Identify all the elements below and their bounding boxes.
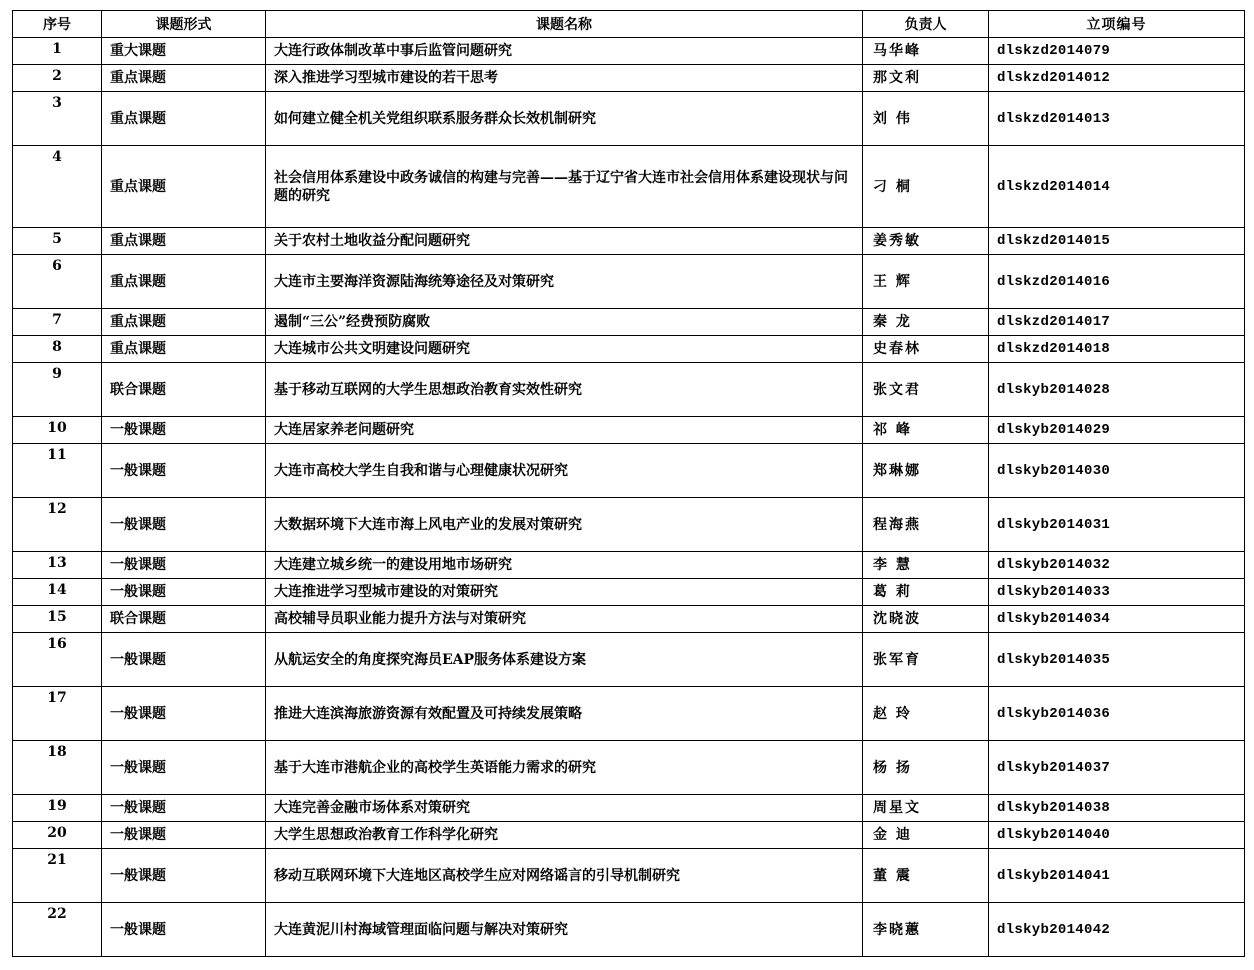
cell-id: dlskyb2014041 <box>989 849 1245 903</box>
cell-seq: 2 <box>13 65 102 92</box>
cell-name: 大数据环境下大连市海上风电产业的发展对策研究 <box>266 498 863 552</box>
table-row <box>13 65 1245 92</box>
cell-form: 一般课题 <box>102 417 266 444</box>
cell-id: dlskyb2014036 <box>989 687 1245 741</box>
table-row <box>13 417 1245 444</box>
cell-name: 基于移动互联网的大学生思想政治教育实效性研究 <box>266 363 863 417</box>
cell-name: 大连黄泥川村海域管理面临问题与解决对策研究 <box>266 903 863 957</box>
cell-form: 重点课题 <box>102 228 266 255</box>
cell-person: 张文君 <box>863 363 989 417</box>
cell-id: dlskyb2014037 <box>989 741 1245 795</box>
cell-form: 重点课题 <box>102 146 266 228</box>
cell-person: 杨 扬 <box>863 741 989 795</box>
cell-person: 刁 桐 <box>863 146 989 228</box>
cell-person: 葛 莉 <box>863 579 989 606</box>
cell-id: dlskzd2014012 <box>989 65 1245 92</box>
cell-id: dlskyb2014033 <box>989 579 1245 606</box>
cell-seq: 6 <box>13 255 102 309</box>
cell-form: 一般课题 <box>102 579 266 606</box>
cell-id: dlskzd2014017 <box>989 309 1245 336</box>
table-row <box>13 849 1245 903</box>
cell-name: 大连建立城乡统一的建设用地市场研究 <box>266 552 863 579</box>
cell-form: 一般课题 <box>102 741 266 795</box>
cell-person: 金 迪 <box>863 822 989 849</box>
cell-form: 一般课题 <box>102 552 266 579</box>
table-row <box>13 795 1245 822</box>
cell-form: 重点课题 <box>102 65 266 92</box>
cell-form: 一般课题 <box>102 444 266 498</box>
cell-id: dlskyb2014029 <box>989 417 1245 444</box>
cell-seq: 22 <box>13 903 102 957</box>
cell-form: 一般课题 <box>102 498 266 552</box>
cell-seq: 7 <box>13 309 102 336</box>
cell-name: 高校辅导员职业能力提升方法与对策研究 <box>266 606 863 633</box>
cell-person: 史春林 <box>863 336 989 363</box>
cell-id: dlskyb2014028 <box>989 363 1245 417</box>
cell-form: 重点课题 <box>102 92 266 146</box>
cell-seq: 17 <box>13 687 102 741</box>
table-row <box>13 363 1245 417</box>
cell-person: 祁 峰 <box>863 417 989 444</box>
cell-id: dlskyb2014042 <box>989 903 1245 957</box>
cell-id: dlskyb2014030 <box>989 444 1245 498</box>
cell-form: 一般课题 <box>102 687 266 741</box>
table-row <box>13 741 1245 795</box>
project-table <box>12 10 1245 957</box>
cell-seq: 12 <box>13 498 102 552</box>
table-row <box>13 38 1245 65</box>
header-name: 课题名称 <box>266 11 863 38</box>
cell-seq: 15 <box>13 606 102 633</box>
table-row <box>13 822 1245 849</box>
cell-id: dlskzd2014079 <box>989 38 1245 65</box>
cell-name: 如何建立健全机关党组织联系服务群众长效机制研究 <box>266 92 863 146</box>
cell-seq: 13 <box>13 552 102 579</box>
table-row <box>13 903 1245 957</box>
table-row <box>13 498 1245 552</box>
table-row <box>13 444 1245 498</box>
cell-seq: 16 <box>13 633 102 687</box>
cell-person: 周星文 <box>863 795 989 822</box>
cell-form: 联合课题 <box>102 606 266 633</box>
cell-form: 一般课题 <box>102 822 266 849</box>
table-body <box>13 38 1245 957</box>
cell-seq: 10 <box>13 417 102 444</box>
cell-id: dlskyb2014032 <box>989 552 1245 579</box>
cell-person: 程海燕 <box>863 498 989 552</box>
cell-seq: 1 <box>13 38 102 65</box>
cell-name: 基于大连市港航企业的高校学生英语能力需求的研究 <box>266 741 863 795</box>
cell-form: 重大课题 <box>102 38 266 65</box>
cell-person: 马华峰 <box>863 38 989 65</box>
cell-id: dlskzd2014018 <box>989 336 1245 363</box>
cell-form: 一般课题 <box>102 903 266 957</box>
cell-name: 社会信用体系建设中政务诚信的构建与完善——基于辽宁省大连市社会信用体系建设现状与问题的研究 <box>266 146 863 228</box>
table-row <box>13 228 1245 255</box>
cell-person: 董 震 <box>863 849 989 903</box>
cell-seq: 14 <box>13 579 102 606</box>
cell-form: 一般课题 <box>102 795 266 822</box>
cell-form: 重点课题 <box>102 309 266 336</box>
cell-person: 张军育 <box>863 633 989 687</box>
cell-id: dlskyb2014040 <box>989 822 1245 849</box>
cell-id: dlskyb2014035 <box>989 633 1245 687</box>
table-row <box>13 579 1245 606</box>
cell-seq: 20 <box>13 822 102 849</box>
cell-form: 重点课题 <box>102 255 266 309</box>
cell-name: 大连居家养老问题研究 <box>266 417 863 444</box>
cell-form: 重点课题 <box>102 336 266 363</box>
cell-seq: 9 <box>13 363 102 417</box>
cell-person: 王 辉 <box>863 255 989 309</box>
cell-person: 李 慧 <box>863 552 989 579</box>
cell-name: 关于农村土地收益分配问题研究 <box>266 228 863 255</box>
table-row <box>13 309 1245 336</box>
cell-person: 姜秀敏 <box>863 228 989 255</box>
cell-seq: 18 <box>13 741 102 795</box>
cell-name: 大连城市公共文明建设问题研究 <box>266 336 863 363</box>
cell-person: 郑琳娜 <box>863 444 989 498</box>
header-seq: 序号 <box>13 11 102 38</box>
table-row <box>13 687 1245 741</box>
cell-person: 沈晓波 <box>863 606 989 633</box>
cell-name: 大连市主要海洋资源陆海统筹途径及对策研究 <box>266 255 863 309</box>
cell-name: 从航运安全的角度探究海员EAP服务体系建设方案 <box>266 633 863 687</box>
cell-seq: 4 <box>13 146 102 228</box>
cell-name: 大连完善金融市场体系对策研究 <box>266 795 863 822</box>
header-id: 立项编号 <box>989 11 1245 38</box>
table-row <box>13 336 1245 363</box>
cell-name: 移动互联网环境下大连地区高校学生应对网络谣言的引导机制研究 <box>266 849 863 903</box>
cell-id: dlskyb2014034 <box>989 606 1245 633</box>
cell-id: dlskzd2014016 <box>989 255 1245 309</box>
cell-id: dlskzd2014013 <box>989 92 1245 146</box>
table-row <box>13 606 1245 633</box>
cell-name: 大连市高校大学生自我和谐与心理健康状况研究 <box>266 444 863 498</box>
cell-person: 秦 龙 <box>863 309 989 336</box>
cell-seq: 19 <box>13 795 102 822</box>
cell-person: 刘 伟 <box>863 92 989 146</box>
header-person: 负责人 <box>863 11 989 38</box>
cell-form: 一般课题 <box>102 849 266 903</box>
cell-name: 遏制“三公”经费预防腐败 <box>266 309 863 336</box>
cell-name: 大学生思想政治教育工作科学化研究 <box>266 822 863 849</box>
cell-form: 一般课题 <box>102 633 266 687</box>
cell-person: 李晓蕙 <box>863 903 989 957</box>
cell-seq: 8 <box>13 336 102 363</box>
table-row <box>13 633 1245 687</box>
cell-person: 那文利 <box>863 65 989 92</box>
cell-name: 大连行政体制改革中事后监管问题研究 <box>266 38 863 65</box>
table-header-row <box>13 11 1245 38</box>
header-form: 课题形式 <box>102 11 266 38</box>
cell-seq: 3 <box>13 92 102 146</box>
cell-name: 推进大连滨海旅游资源有效配置及可持续发展策略 <box>266 687 863 741</box>
table-row <box>13 255 1245 309</box>
table-row <box>13 552 1245 579</box>
cell-id: dlskyb2014038 <box>989 795 1245 822</box>
cell-person: 赵 玲 <box>863 687 989 741</box>
cell-id: dlskzd2014014 <box>989 146 1245 228</box>
cell-seq: 5 <box>13 228 102 255</box>
cell-id: dlskyb2014031 <box>989 498 1245 552</box>
cell-form: 联合课题 <box>102 363 266 417</box>
cell-name: 大连推进学习型城市建设的对策研究 <box>266 579 863 606</box>
table-row <box>13 146 1245 228</box>
cell-name: 深入推进学习型城市建设的若干思考 <box>266 65 863 92</box>
cell-seq: 11 <box>13 444 102 498</box>
cell-id: dlskzd2014015 <box>989 228 1245 255</box>
cell-seq: 21 <box>13 849 102 903</box>
table-row <box>13 92 1245 146</box>
